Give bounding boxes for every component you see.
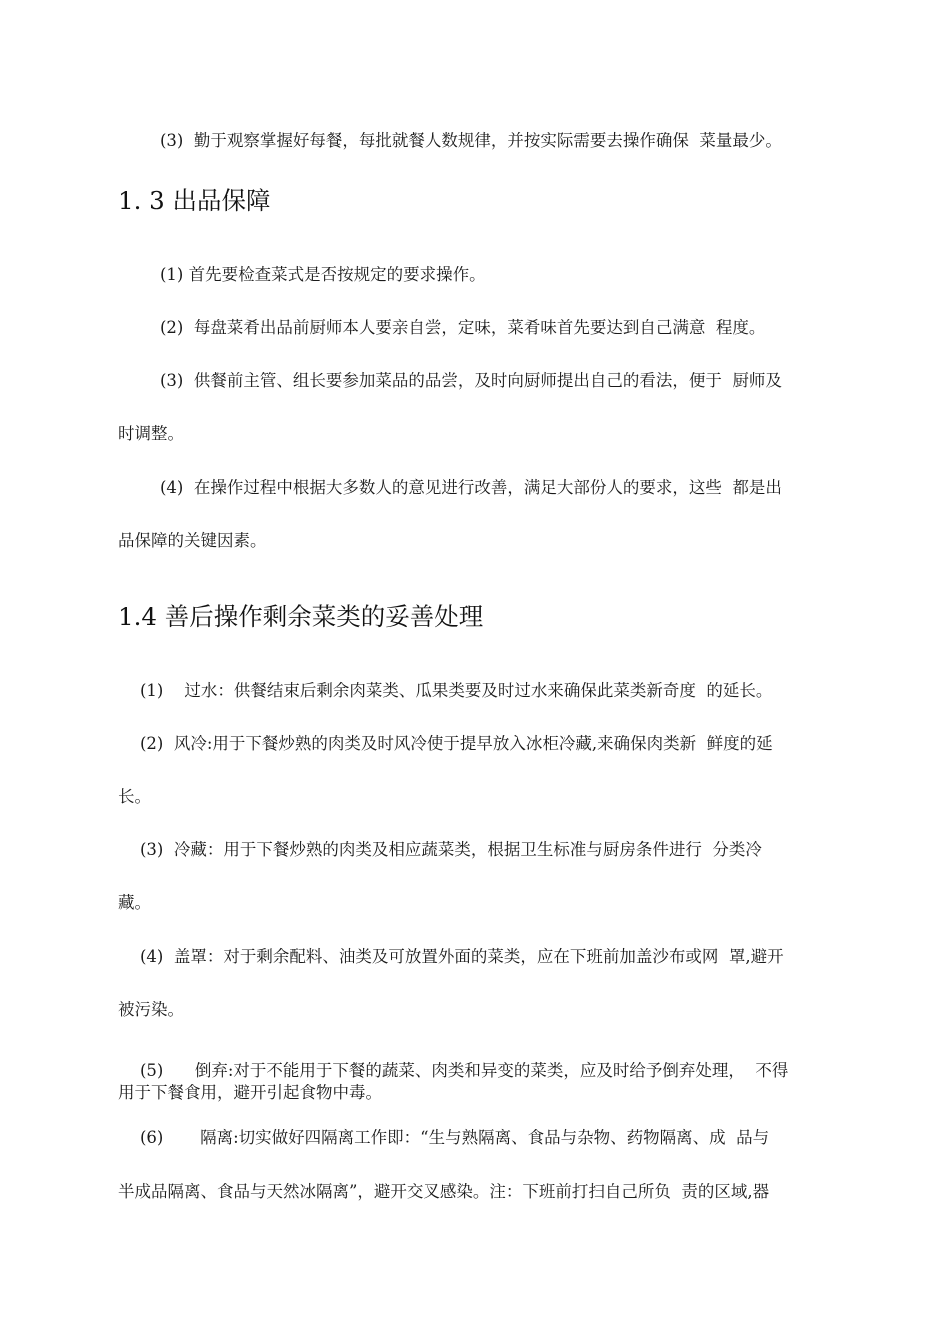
s14-line-1: (1) 过水：供餐结束后剩余肉菜类、瓜果类要及时过水来确保此菜类新奇度 的延长。 <box>140 681 773 700</box>
s14-line-2: (2) 风冷:用于下餐炒熟的肉类及时风冷使于提早放入冰柜冷藏,来确保肉类新 鲜度的延 <box>140 734 773 753</box>
s14-line-10: (6) 隔离:切实做好四隔离工作即：“生与熟隔离、食品与杂物、药物隔离、成 品与 <box>140 1128 770 1147</box>
s14-line-11: 半成品隔离、食品与天然冰隔离”，避开交叉感染。注：下班前打扫自己所负 责的区域,器 <box>118 1182 770 1201</box>
s14-line-3: 长。 <box>118 787 151 806</box>
s14-line-9: 用于下餐食用，避开引起食物中毒。 <box>118 1083 382 1102</box>
s14-line-7: 被污染。 <box>118 1000 184 1019</box>
s14-line-4: (3) 冷藏：用于下餐炒熟的肉类及相应蔬菜类，根据卫生标准与厨房条件进行 分类冷 <box>140 840 762 859</box>
s14-line-8: (5) 倒弃:对于不能用于下餐的蔬菜、肉类和异变的菜类，应及时给予倒弃处理， 不得 <box>140 1061 789 1080</box>
s13-line-3: (3) 供餐前主管、组长要参加菜品的品尝，及时向厨师提出自己的看法，便于 厨师及 <box>160 371 782 390</box>
paragraph-top-3: (3) 勤于观察掌握好每餐，每批就餐人数规律，并按实际需要去操作确保 菜量最少。 <box>160 130 782 150</box>
s13-line-2: (2) 每盘菜肴出品前厨师本人要亲自尝，定味，菜肴味首先要达到自己满意 程度。 <box>160 318 766 337</box>
s14-line-6: (4) 盖罩：对于剩余配料、油类及可放置外面的菜类，应在下班前加盖沙布或网 罩,避开 <box>140 947 784 966</box>
s13-line-1: (1) 首先要检查菜式是否按规定的要求操作。 <box>160 265 486 284</box>
s13-line-5: (4) 在操作过程中根据大多数人的意见进行改善，满足大部份人的要求，这些 都是出 <box>160 478 782 497</box>
s13-line-4: 时调整。 <box>118 424 184 443</box>
s14-line-5: 藏。 <box>118 893 151 912</box>
heading-1-4: 1.4 善后操作剩余菜类的妥善处理 <box>118 602 484 631</box>
heading-1-3: 1. 3 出品保障 <box>118 186 271 215</box>
s13-line-6: 品保障的关键因素。 <box>118 531 267 550</box>
